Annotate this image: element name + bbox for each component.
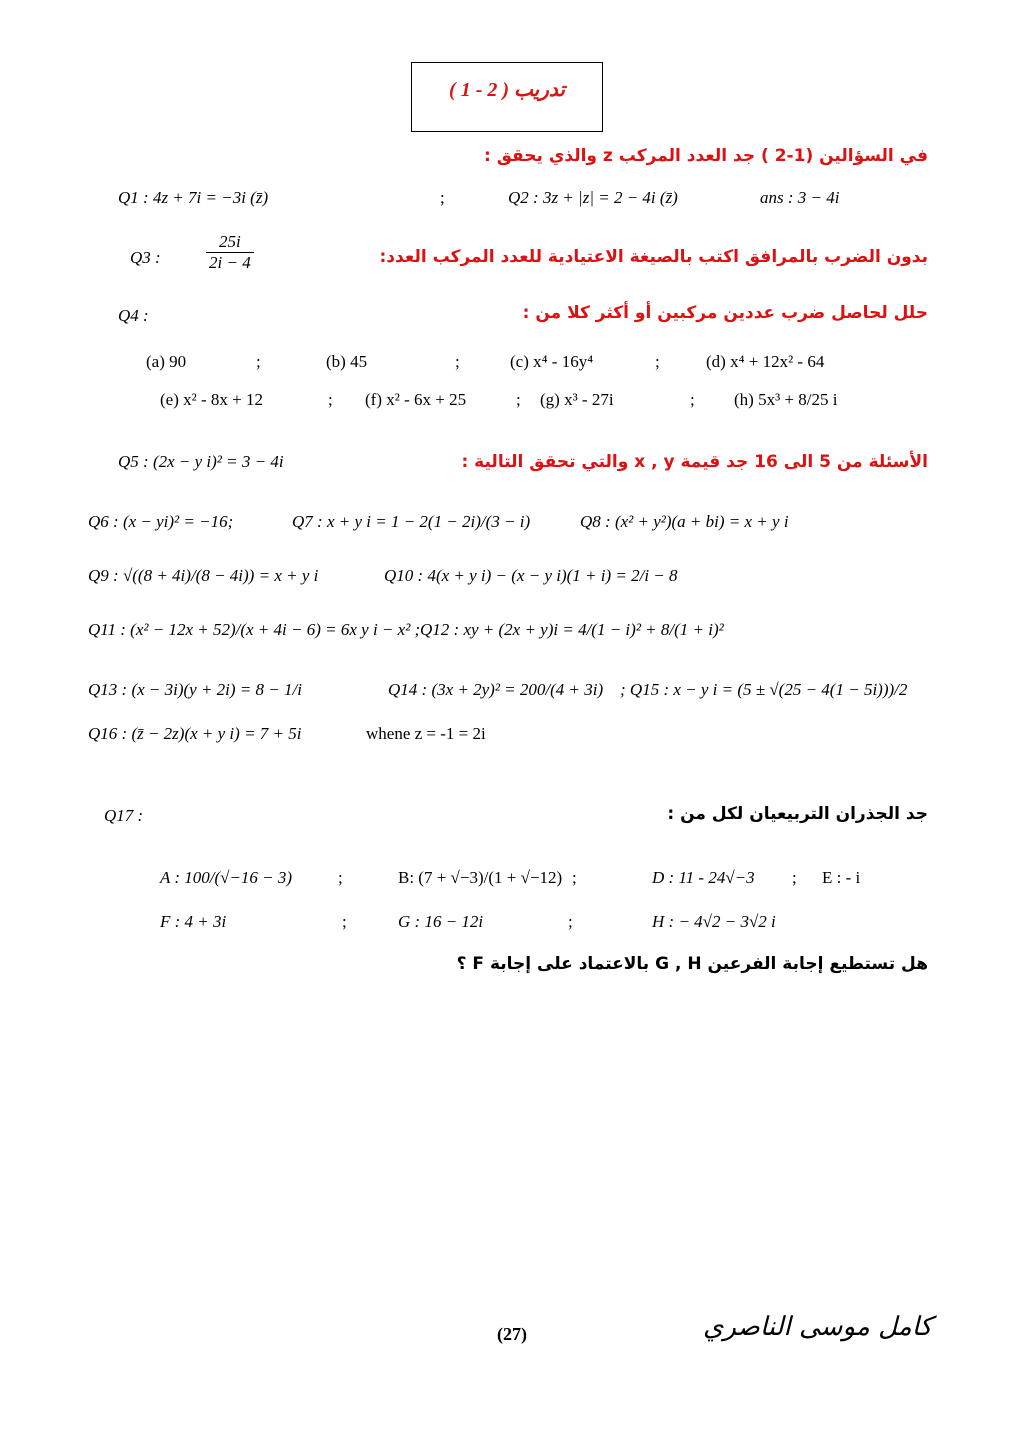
q4-item-b: (b) 45 [326, 352, 368, 371]
separator: ; [516, 390, 521, 409]
question-q2: Q2 : 3z + |z| = 2 − 4i (z̄) [508, 188, 678, 207]
separator: ; [568, 912, 573, 931]
separator: ; [338, 868, 343, 887]
q4-item-a: (a) 90 [146, 352, 187, 371]
q3-numerator: 25i [218, 232, 241, 251]
instruction-q3: بدون الضرب بالمرافق اكتب بالصيغة الاعتيادية للعدد المركب العدد: [379, 247, 928, 267]
separator: ; [655, 352, 660, 371]
q4-item-f: (f) x² - 6x + 25 [365, 390, 467, 409]
q4-item-h: (h) 5x³ + 8/25 i [734, 390, 838, 409]
q17-item-b: B: (7 + √−3)/(1 + √−12) [398, 868, 563, 887]
separator: ; [690, 390, 695, 409]
question-q5: Q5 : (2x − y i)² = 3 − 4i [118, 452, 284, 471]
question-q10: Q10 : 4(x + y i) − (x − y i)(1 + i) = 2/i − 8 [384, 566, 678, 585]
question-q12: Q12 : xy + (2x + y)i = 4/(1 − i)² + 8/(1 + i)² [420, 620, 724, 639]
separator: ; [342, 912, 347, 931]
instruction-q17: جد الجذران التربيعيان لكل من : [667, 804, 928, 824]
question-q1: Q1 : 4z + 7i = −3i (z̄) [118, 188, 269, 207]
instruction-q4: حلل لحاصل ضرب عددين مركبين أو أكثر كلا من : [522, 303, 928, 323]
question-q9: Q9 : √((8 + 4i)/(8 − 4i)) = x + y i [88, 566, 319, 585]
instruction-q5-q16: الأسئلة من 5 الى 16 جد قيمة x , y والتي تحقق التالية : [461, 452, 928, 472]
separator: ; [572, 868, 577, 887]
question-q6: Q6 : (x − yi)² = −16; [88, 512, 234, 531]
separator: ; [792, 868, 797, 887]
q17-item-g: G : 16 − 12i [398, 912, 484, 931]
q4-item-c: (c) x⁴ - 16y⁴ [510, 352, 594, 371]
page-title: ( 1 - 2 ) تدريب [449, 79, 565, 101]
question-q13: Q13 : (x − 3i)(y + 2i) = 8 − 1/i [88, 680, 302, 699]
separator: ; [256, 352, 261, 371]
question-q11: Q11 : (x² − 12x + 52)/(x + 4i − 6) = 6x y i − x² ; [88, 620, 421, 639]
instruction-final: هل تستطيع إجابة الفرعين G , H بالاعتماد على إجابة F ؟ [456, 954, 928, 974]
question-q16-note: whene z = -1 = 2i [366, 724, 486, 743]
q3-denominator: 2i − 4 [206, 252, 254, 273]
separator: ; [440, 188, 445, 207]
question-q15: ; Q15 : x − y i = (5 ± √(25 − 4(1 − 5i)))/2 [620, 680, 908, 699]
q17-item-e: E : - i [822, 868, 861, 887]
separator: ; [328, 390, 333, 409]
question-q3-label: Q3 : [130, 248, 161, 267]
q17-item-d: D : 11 - 24√−3 [652, 868, 755, 887]
separator: ; [455, 352, 460, 371]
q17-item-h: H : − 4√2 − 3√2 i [652, 912, 776, 931]
q4-item-d: (d) x⁴ + 12x² - 64 [706, 352, 825, 371]
instruction-q1-q2: في السؤالين (1-2 ) جد العدد المركب z والذي يحقق : [483, 146, 928, 166]
q17-item-f: F : 4 + 3i [160, 912, 227, 931]
title-box [411, 62, 603, 132]
question-q8: Q8 : (x² + y²)(a + bi) = x + y i [580, 512, 789, 531]
question-q4-label: Q4 : [118, 306, 149, 325]
question-q3-fraction [206, 232, 254, 273]
question-q17-label: Q17 : [104, 806, 144, 825]
q4-item-e: (e) x² - 8x + 12 [160, 390, 263, 409]
question-q7: Q7 : x + y i = 1 − 2(1 − 2i)/(3 − i) [292, 512, 531, 531]
q4-item-g: (g) x³ - 27i [540, 390, 614, 409]
answer-q1: ans : 3 − 4i [760, 188, 840, 207]
question-q16: Q16 : (z̄ − 2z)(x + y i) = 7 + 5i [88, 724, 302, 743]
question-q14: Q14 : (3x + 2y)² = 200/(4 + 3i) [388, 680, 604, 699]
author-signature: كامل موسى الناصري [703, 1312, 932, 1342]
q17-item-a: A : 100/(√−16 − 3) [160, 868, 293, 887]
page-number: (27) [497, 1324, 527, 1344]
